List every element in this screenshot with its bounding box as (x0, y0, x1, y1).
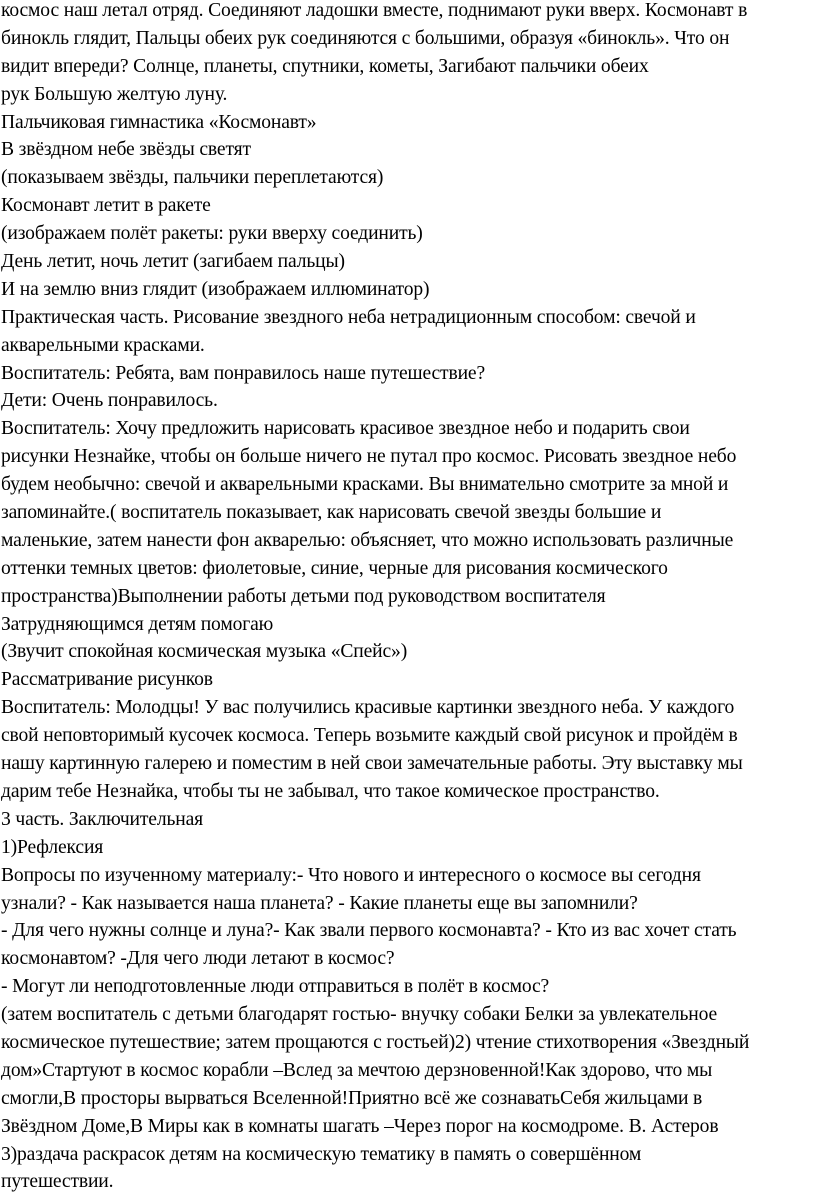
text-line: - Могут ли неподготовленные люди отправиться в полёт в космос? (1, 976, 550, 998)
poem-line: День летит, ночь летит (загибаем пальцы) (1, 251, 345, 273)
text-line: дарим тебе Незнайка, чтобы ты не забывал, что такое комическое пространство. (1, 780, 660, 802)
text-line: 3)раздача раскрасок детям на космическую тематику в память о совершённом (1, 1143, 642, 1165)
text-line: узнали? - Как называется наша планета? - Какие планеты еще вы запомнили? (1, 892, 638, 914)
dialogue-line: Воспитатель: Молодцы! У вас получились красивые картинки звездного неба. У каждого (1, 697, 735, 719)
poem-line: И на землю вниз глядит (изображаем иллюминатор) (1, 278, 430, 300)
dialogue-line: Воспитатель: Ребята, вам понравилось наше путешествие? (1, 362, 486, 384)
instruction-line: (Звучит спокойная космическая музыка «Спейс») (1, 641, 408, 663)
text-line: смогли,В просторы вырваться Вселенной!Приятно всё же сознаватьСебя жильцами в (1, 1087, 703, 1109)
text-line: видит впереди? Солнце, планеты, спутники, кометы, Загибают пальчики обеих (1, 55, 649, 77)
dialogue-line: Дети: Очень понравилось. (1, 390, 218, 412)
poem-line: Космонавт летит в ракете (1, 195, 211, 217)
text-line: рук Большую желтую луну. (1, 83, 228, 105)
text-line: свой неповторимый кусочек космоса. Теперь возьмите каждый свой рисунок и пройдём в (1, 725, 738, 747)
text-line: нашу картинную галерею и поместим в ней свои замечательные работы. Эту выставку мы (1, 753, 743, 775)
text-line: маленькие, затем нанести фон акварелью: объясняет, что можно использовать различные (1, 529, 734, 551)
text-line: - Для чего нужны солнце и луна?- Как звали первого космонавта? - Кто из вас хочет стать (1, 920, 737, 942)
text-line: акварельными красками. (1, 334, 205, 356)
text-line: Звёздном Доме,В Миры как в комнаты шагать –Через порог на космодроме. В. Астеров (1, 1115, 719, 1137)
poem-line: В звёздном небе звёзды светят (1, 139, 251, 161)
text-line: Практическая часть. Рисование звездного неба нетрадиционным способом: свечой и (1, 306, 696, 328)
text-line: космос наш летал отряд. Соединяют ладошки вместе, поднимают руки вверх. Космонавт в (1, 0, 748, 21)
text-line: (затем воспитатель с детьми благодарят гостью- внучку собаки Белки за увлекательное (1, 1004, 718, 1026)
text-line: космонавтом? -Для чего люди летают в космос? (1, 948, 395, 970)
text-line: Вопросы по изученному материалу:- Что нового и интересного о космосе вы сегодня (1, 864, 701, 886)
text-line: запоминайте.( воспитатель показывает, как нарисовать свечой звезды большие и (1, 502, 662, 524)
text-line: рисунки Незнайке, чтобы он больше ничего не путал про космос. Рисовать звездное небо (1, 446, 737, 468)
instruction-line: (показываем звёзды, пальчики переплетаются) (1, 167, 384, 189)
section-heading: Пальчиковая гимнастика «Космонавт» (1, 111, 317, 133)
text-line: дом»Стартуют в космос корабли –Вслед за мечтою дерзновенной!Как здорово, что мы (1, 1059, 713, 1081)
instruction-line: (изображаем полёт ракеты: руки вверху соединить) (1, 223, 423, 245)
dialogue-line: Воспитатель: Хочу предложить нарисовать красивое звездное небо и подарить свои (1, 418, 690, 440)
text-line: оттенки темных цветов: фиолетовые, синие, черные для рисования космического (1, 557, 668, 579)
text-line: будем необычно: свечой и акварельными красками. Вы внимательно смотрите за мной и (1, 474, 729, 496)
text-line: Затрудняющимся детям помогаю (1, 613, 274, 635)
section-heading: 1)Рефлексия (1, 836, 104, 858)
section-heading: 3 часть. Заключительная (1, 808, 203, 830)
text-line: пространства)Выполнении работы детьми под руководством воспитателя (1, 585, 606, 607)
text-line: путешествии. (1, 1171, 114, 1193)
text-line: космическое путешествие; затем прощаются с гостьей)2) чтение стихотворения «Звездный (1, 1031, 750, 1053)
text-line: бинокль глядит, Пальцы обеих рук соединяются с большими, образуя «бинокль». Что он (1, 27, 730, 49)
section-heading: Рассматривание рисунков (1, 669, 213, 691)
